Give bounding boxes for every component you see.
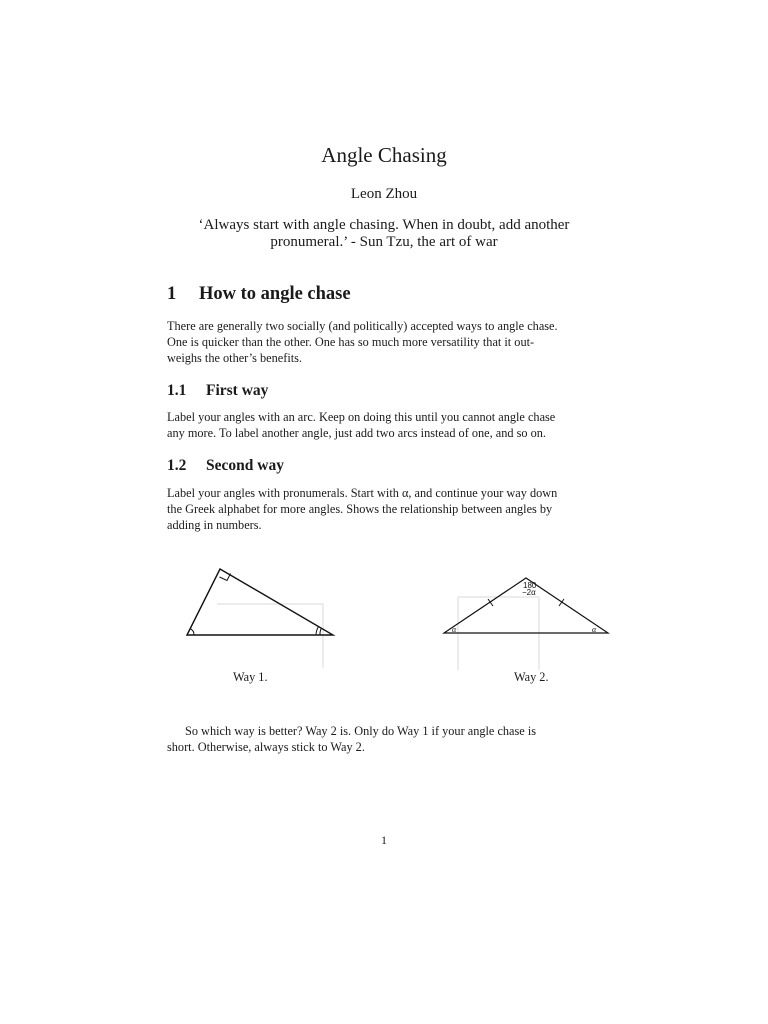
apex-label-bottom: −2α (522, 588, 536, 597)
apex-label-top: 180 (523, 581, 537, 590)
subsection-number: 1.2 (167, 457, 187, 474)
section-title: How to angle chase (199, 284, 351, 304)
paragraph-line: weighs the other’s benefits. (167, 351, 303, 365)
paragraph-line: There are generally two socially (and politically) accepted ways to angle chase. (167, 319, 558, 333)
section-number: 1 (167, 284, 177, 304)
subsection-heading (167, 457, 284, 475)
double-arc-marker (316, 627, 319, 636)
subsection-title: First way (206, 382, 269, 399)
quote-line: ‘Always start with angle chasing. When in doubt, add another (198, 217, 570, 233)
paragraph-line: One is quicker than the other. One has so much more versatility that it out- (167, 335, 535, 349)
conclusion-paragraph (167, 723, 601, 755)
subsection-number: 1.1 (167, 382, 187, 399)
base-angle-label-left: α (452, 625, 457, 634)
paragraph-line: adding in numbers. (167, 518, 262, 532)
subsection-heading (167, 382, 268, 400)
paragraph-line: the Greek alphabet for more angles. Shows the relationship between angles by (167, 502, 553, 516)
document-author: Leon Zhou (350, 186, 418, 202)
paragraph-line: Label your angles with an arc. Keep on doing this until you cannot angle chase (167, 410, 556, 424)
section-heading (167, 284, 351, 305)
section-paragraph (167, 318, 601, 366)
way2-triangle-figure (440, 572, 615, 672)
figure-caption: Way 1. (233, 670, 268, 684)
way1-triangle-figure (180, 562, 340, 670)
subsection-paragraph (167, 409, 601, 441)
subsection-title: Second way (206, 457, 284, 474)
single-arc-marker (190, 629, 194, 636)
figure-caption: Way 2. (514, 670, 549, 684)
subsection-paragraph (167, 485, 601, 533)
paragraph-line: Label your angles with pronumerals. Start with α, and continue your way down (167, 486, 558, 500)
double-arc-marker (320, 628, 322, 635)
base-angle-label-right: α (592, 625, 597, 634)
quote-line: pronumeral.’ - Sun Tzu, the art of war (270, 234, 498, 250)
paragraph-line: So which way is better? Way 2 is. Only do Way 1 if your angle chase is (185, 724, 537, 738)
right-triangle (187, 569, 333, 635)
paragraph-line: short. Otherwise, always stick to Way 2. (167, 740, 365, 754)
page-number: 1 (381, 833, 387, 847)
document-title: Angle Chasing (321, 143, 447, 167)
epigraph-quote (160, 217, 608, 251)
paragraph-line: any more. To label another angle, just add two arcs instead of one, and so on. (167, 426, 546, 440)
